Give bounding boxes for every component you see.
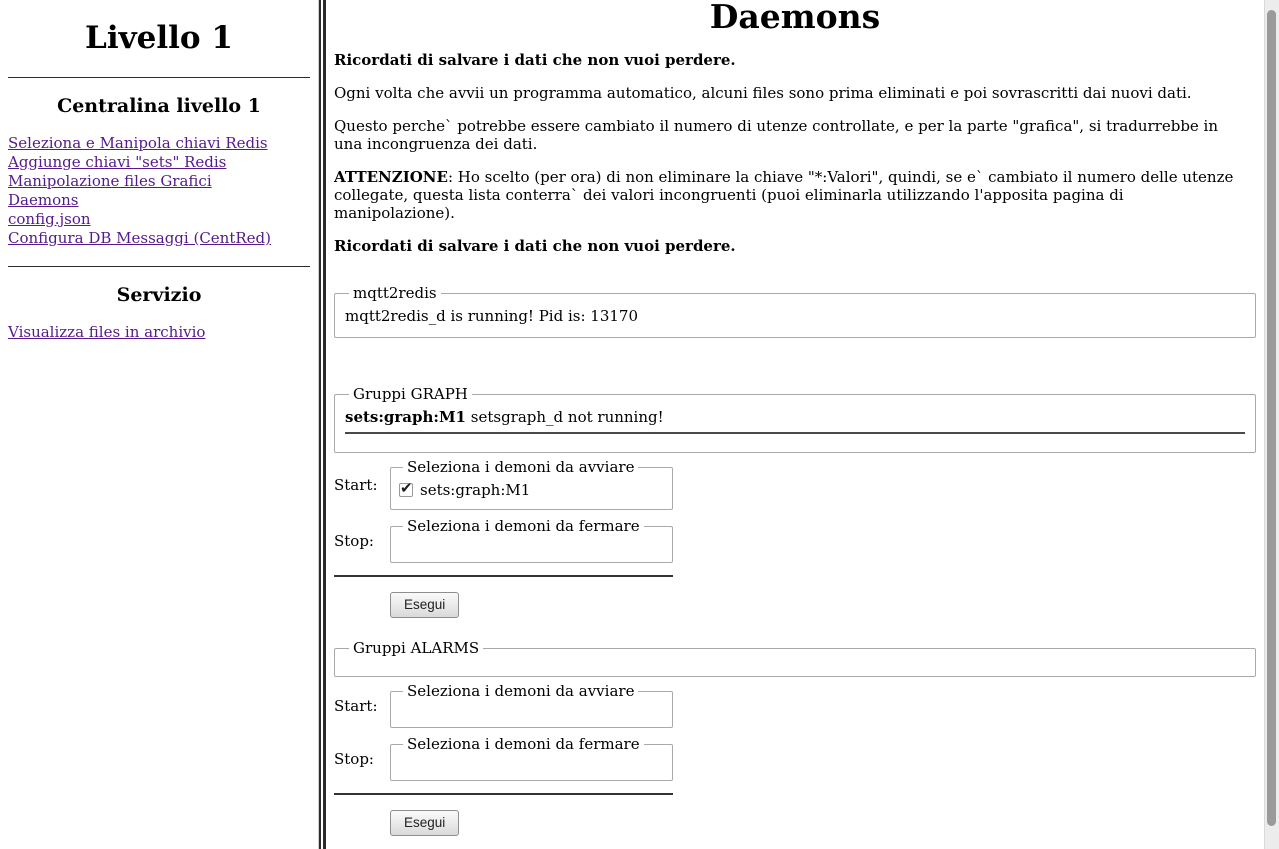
attention-paragraph [334, 168, 1239, 222]
graph-stop-label: Stop: [334, 531, 374, 550]
reminder-text: Ricordati di salvare i dati che non vuoi perdere. [334, 51, 736, 69]
graph-daemon-form [334, 459, 673, 618]
alarms-daemon-form [334, 683, 673, 836]
graph-group-fieldset [334, 386, 1256, 453]
alarms-start-legend: Seleziona i demoni da avviare [407, 682, 635, 700]
sidebar-nav-centralina [8, 134, 310, 248]
alarms-start-row [334, 683, 673, 728]
daemon-checkbox[interactable] [399, 479, 413, 497]
alarms-stop-legend: Seleziona i demoni da fermare [407, 735, 640, 753]
sidebar-divider-bottom [8, 266, 310, 267]
sidebar-link-manipolazione-files-grafici[interactable]: Manipolazione files Grafici [8, 172, 212, 190]
scrollbar-thumb[interactable] [1267, 10, 1276, 826]
sidebar-title: Livello 1 [85, 20, 233, 56]
graph-start-legend: Seleziona i demoni da avviare [407, 458, 635, 476]
sidebar-divider-top [8, 77, 310, 78]
sidebar-frame [0, 0, 318, 849]
graph-daemon-name: sets:graph:M1 [345, 408, 466, 426]
alarms-stop-fieldset [390, 736, 673, 781]
sidebar-link-configura-db-messaggi[interactable]: Configura DB Messaggi (CentRed) [8, 229, 271, 247]
graph-inner-rule [345, 432, 1245, 434]
alarms-stop-label: Stop: [334, 749, 374, 768]
sidebar-section-heading-servizio: Servizio [116, 284, 202, 306]
frame-resize-handle[interactable] [318, 0, 326, 849]
attention-text: : Ho scelto (per ora) di non eliminare la chiave "*:Valori", quindi, se e` cambiato il numero delle utenze collegate, questa lista conterra` dei valori incongruenti (puoi eliminarla utilizzando l'apposita pagina di manipolazione). [334, 168, 1234, 222]
alarms-start-empty [399, 703, 664, 717]
alarms-form-rule [334, 793, 673, 795]
graph-start-label: Start: [334, 475, 378, 494]
graph-start-fieldset [390, 459, 673, 510]
alarms-start-label: Start: [334, 696, 378, 715]
alarms-group-empty [345, 658, 1245, 674]
mqtt2redis-status: mqtt2redis_d is running! Pid is: 13170 [345, 307, 639, 325]
mqtt2redis-fieldset [334, 285, 1256, 338]
graph-group-legend: Gruppi GRAPH [353, 385, 468, 403]
sidebar-link-visualizza-files-archivio[interactable]: Visualizza files in archivio [8, 323, 206, 341]
alarms-start-fieldset [390, 683, 673, 728]
reminder-text-repeat: Ricordati di salvare i dati che non vuoi perdere. [334, 237, 736, 255]
daemon-checkbox-label[interactable]: sets:graph:M1 [420, 481, 531, 499]
sidebar-link-config-json[interactable]: config.json [8, 210, 91, 228]
sidebar-section-heading-centralina: Centralina livello 1 [57, 95, 261, 117]
alarms-execute-button[interactable]: Esegui [390, 810, 459, 836]
sidebar-link-seleziona-manipola-chiavi[interactable]: Seleziona e Manipola chiavi Redis [8, 134, 268, 152]
graph-daemon-status: setsgraph_d not running! [470, 408, 664, 426]
alarms-stop-row [334, 736, 673, 781]
alarms-group-fieldset [334, 640, 1256, 677]
scrollbar-track[interactable] [1264, 0, 1279, 849]
sidebar-link-aggiunge-chiavi-sets[interactable]: Aggiunge chiavi "sets" Redis [8, 153, 227, 171]
info-paragraph-incongruenza: Questo perche` potrebbe essere cambiato il numero di utenze controllate, e per la parte "grafica", si tradurrebbe in una incongruenza dei dati. [334, 117, 1219, 153]
check-icon: ✔ [400, 479, 413, 497]
alarms-stop-empty [399, 756, 664, 770]
graph-stop-empty [399, 538, 664, 552]
graph-start-row [334, 459, 673, 510]
sidebar-nav-servizio [8, 323, 310, 342]
info-paragraph-files: Ogni volta che avvii un programma automatico, alcuni files sono prima eliminati e poi sovrascritti dai nuovi dati. [334, 84, 1192, 102]
sidebar-link-daemons[interactable]: Daemons [8, 191, 79, 209]
page-title: Daemons [709, 0, 881, 36]
graph-stop-legend: Seleziona i demoni da fermare [407, 517, 640, 535]
graph-start-option-row [399, 479, 664, 499]
main-content [326, 0, 1264, 836]
graph-form-rule [334, 575, 673, 577]
graph-stop-fieldset [390, 518, 673, 563]
graph-daemon-row [345, 408, 1245, 426]
main-frame [326, 0, 1279, 849]
graph-stop-row [334, 518, 673, 563]
graph-execute-button[interactable]: Esegui [390, 592, 459, 618]
attention-label: ATTENZIONE [334, 168, 448, 186]
alarms-group-legend: Gruppi ALARMS [353, 639, 480, 657]
mqtt2redis-legend: mqtt2redis [353, 284, 437, 302]
